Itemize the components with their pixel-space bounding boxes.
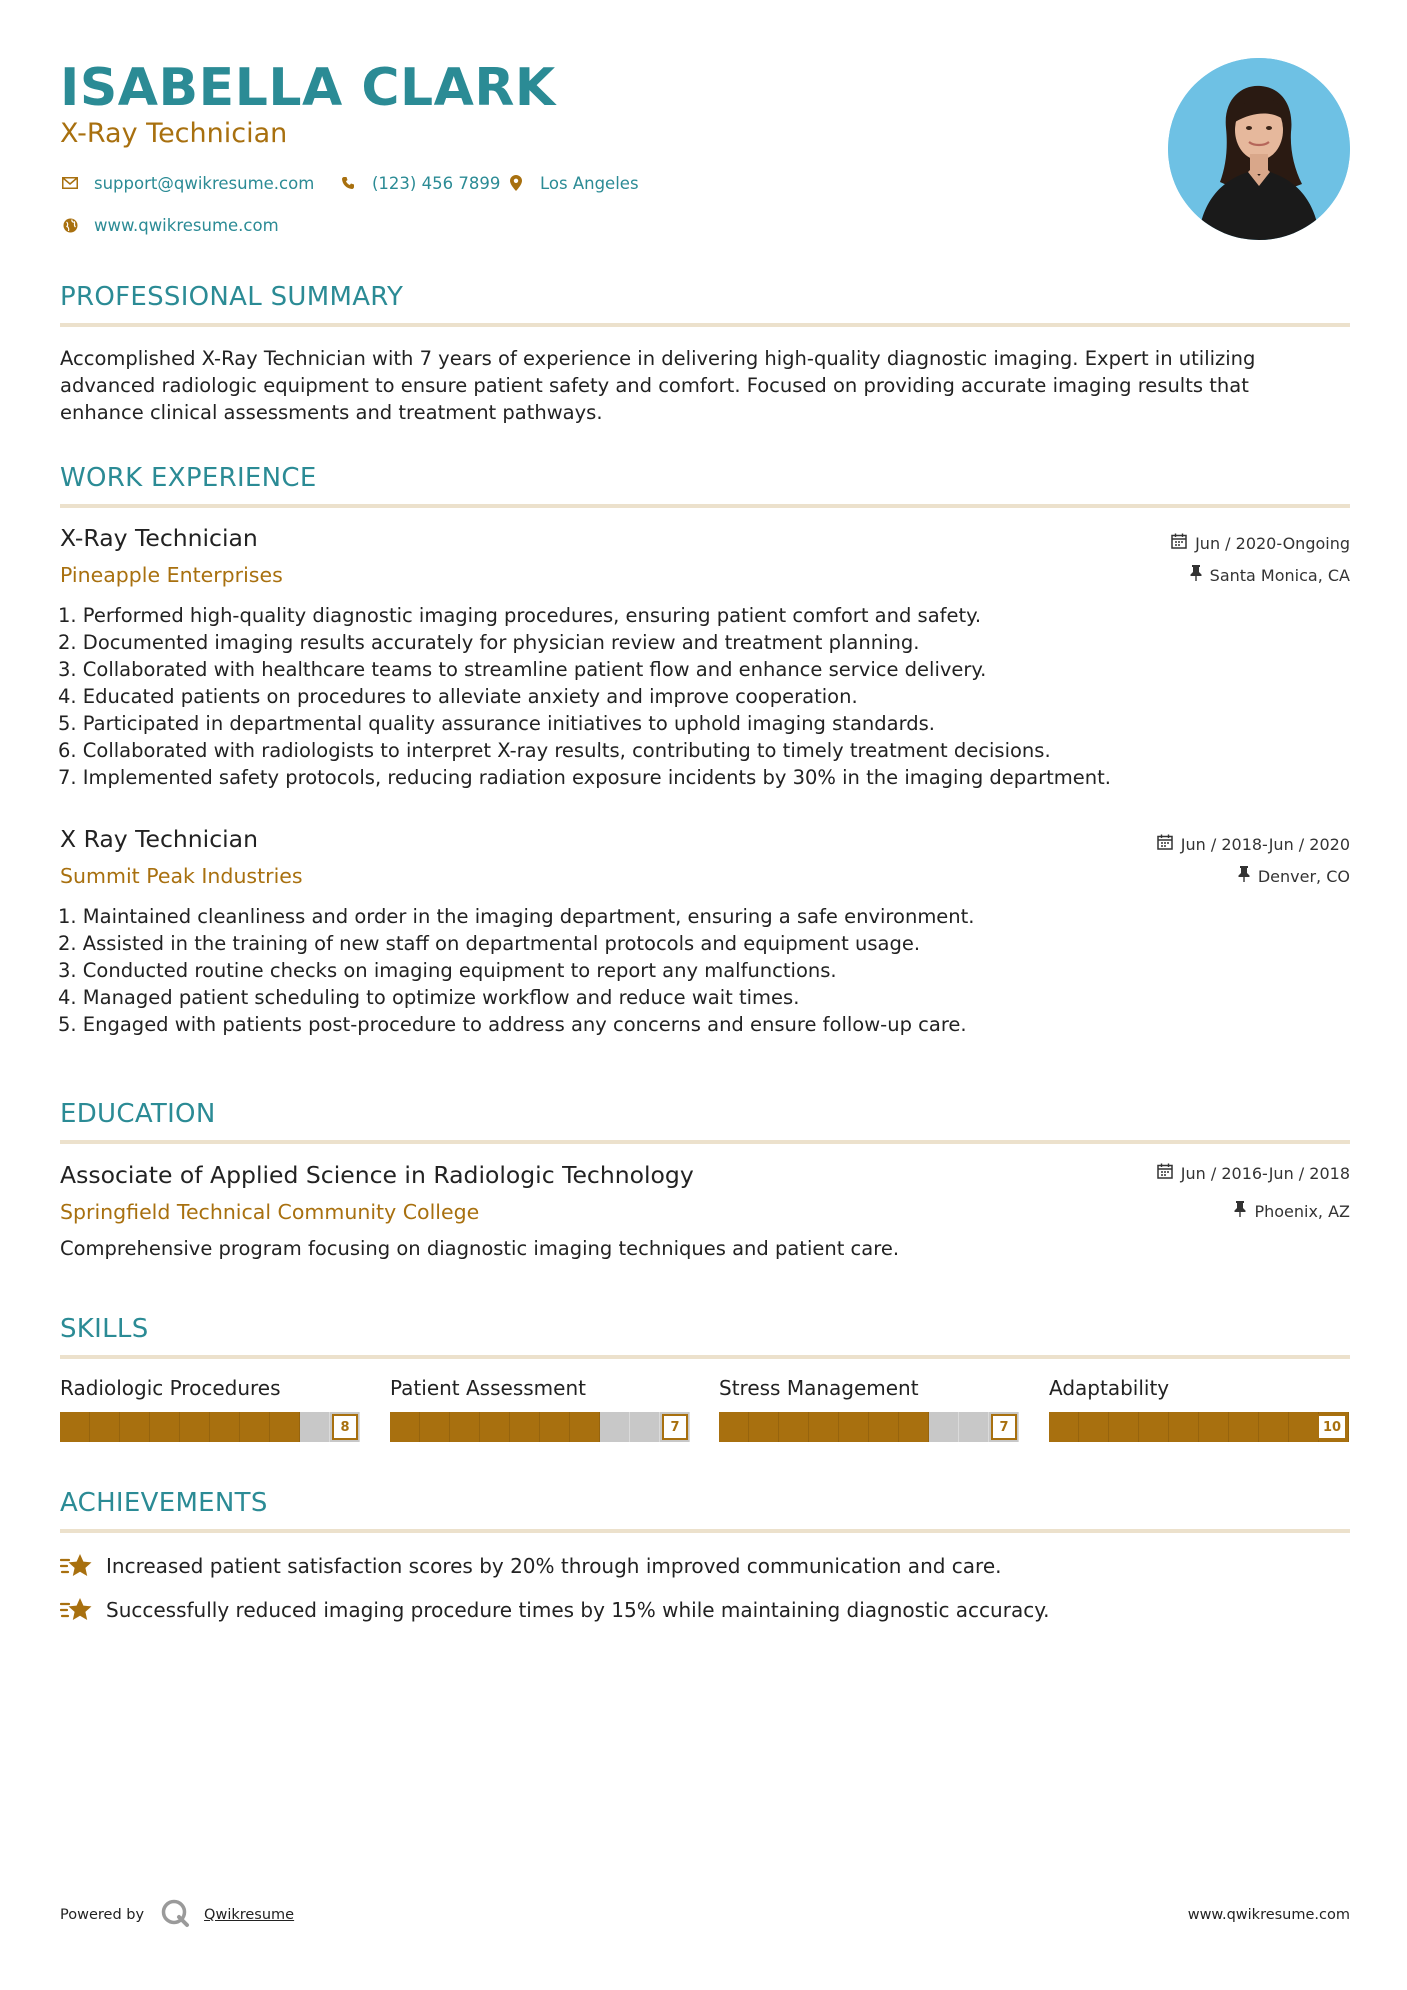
skill-level-segment (1169, 1412, 1199, 1442)
profile-photo (1168, 58, 1350, 240)
section-title-skills: SKILLS (60, 1314, 149, 1344)
contact-email[interactable] (60, 173, 314, 193)
skill-item (390, 1376, 690, 1442)
summary-line: enhance clinical assessments and treatment pathways. (60, 401, 603, 424)
contact-phone[interactable] (338, 173, 500, 193)
skill-level-bar (390, 1412, 690, 1442)
skill-level-segment (600, 1412, 630, 1442)
skill-item (1049, 1376, 1349, 1442)
list-item: 4. Educated patients on procedures to alleviate anxiety and improve cooperation. (58, 685, 858, 708)
skill-level-segment (210, 1412, 240, 1442)
list-item: 2. Documented imaging results accurately for physician review and treatment planning. (58, 631, 920, 654)
job-dates-text: Jun / 2020-Ongoing (1195, 533, 1350, 553)
skill-level-segment (90, 1412, 120, 1442)
skill-level-segment (719, 1412, 749, 1442)
star-icon (60, 1595, 94, 1625)
section-title-achievements: ACHIEVEMENTS (60, 1488, 268, 1518)
star-icon (60, 1551, 94, 1581)
map-pin-icon (506, 173, 526, 193)
section-title-summary: PROFESSIONAL SUMMARY (60, 282, 404, 312)
skill-name: Adaptability (1049, 1376, 1170, 1400)
skill-name: Patient Assessment (390, 1376, 586, 1400)
skill-level-badge: 7 (662, 1414, 688, 1440)
skill-level-segment (929, 1412, 959, 1442)
summary-text (60, 345, 1355, 426)
skill-level-bar (719, 1412, 1019, 1442)
list-item: 5. Participated in departmental quality assurance initiatives to uphold imaging standards. (58, 712, 935, 735)
skill-level-segment (120, 1412, 150, 1442)
candidate-title: X-Ray Technician (60, 118, 288, 149)
skill-level-segment (240, 1412, 270, 1442)
achievement-text: Successfully reduced imaging procedure times by 15% while maintaining diagnostic accuracy. (106, 1598, 1050, 1622)
skill-level-segment (1109, 1412, 1139, 1442)
skill-item (60, 1376, 360, 1442)
skill-level-segment (779, 1412, 809, 1442)
job-company: Summit Peak Industries (60, 864, 303, 888)
education-location-text: Phoenix, AZ (1254, 1201, 1350, 1221)
footer-powered-by (60, 1898, 294, 1932)
skill-level-segment (1199, 1412, 1229, 1442)
skill-level-segment (899, 1412, 929, 1442)
job-bullets (58, 903, 1358, 1038)
skill-level-segment (150, 1412, 180, 1442)
skill-level-segment (1259, 1412, 1289, 1442)
skill-level-segment (540, 1412, 570, 1442)
skill-level-segment (630, 1412, 660, 1442)
list-item: 3. Collaborated with healthcare teams to streamline patient flow and enhance service delivery. (58, 658, 987, 681)
education-description: Comprehensive program focusing on diagnostic imaging techniques and patient care. (60, 1237, 900, 1260)
list-item: 4. Managed patient scheduling to optimize workflow and reduce wait times. (58, 986, 800, 1009)
skill-level-segment (480, 1412, 510, 1442)
envelope-icon (60, 173, 80, 193)
skill-name: Radiologic Procedures (60, 1376, 281, 1400)
calendar-icon (1157, 1163, 1173, 1183)
skill-level-segment (510, 1412, 540, 1442)
powered-by-label: Powered by (60, 1907, 145, 1923)
skill-level-segment (300, 1412, 330, 1442)
education-school: Springfield Technical Community College (60, 1200, 480, 1224)
section-divider (60, 323, 1350, 327)
skill-level-segment (809, 1412, 839, 1442)
education-dates-text: Jun / 2016-Jun / 2018 (1180, 1163, 1350, 1183)
job-location (1238, 866, 1350, 886)
job-location-text: Denver, CO (1257, 866, 1350, 886)
list-item: 6. Collaborated with radiologists to interpret X-ray results, contributing to timely treatment decisions. (58, 739, 1051, 762)
list-item: 1. Performed high-quality diagnostic imaging procedures, ensuring patient comfort and safety. (58, 604, 982, 627)
education-degree: Associate of Applied Science in Radiologic Technology (60, 1161, 694, 1189)
job-role: X Ray Technician (60, 825, 258, 853)
skill-level-segment (959, 1412, 989, 1442)
skill-level-segment (180, 1412, 210, 1442)
job-dates (1171, 533, 1350, 553)
phone-text: (123) 456 7899 (372, 173, 501, 193)
skill-level-segment (270, 1412, 300, 1442)
list-item: 3. Conducted routine checks on imaging equipment to report any malfunctions. (58, 959, 837, 982)
section-divider (60, 1355, 1350, 1359)
contact-location (506, 173, 639, 193)
skill-level-badge: 8 (332, 1414, 358, 1440)
section-divider (60, 1529, 1350, 1533)
education-location (1234, 1201, 1350, 1221)
skill-level-segment (1049, 1412, 1079, 1442)
job-company: Pineapple Enterprises (60, 563, 283, 587)
section-divider (60, 504, 1350, 508)
skill-level-bar (1049, 1412, 1349, 1442)
website-text: www.qwikresume.com (94, 215, 279, 235)
job-location (1190, 565, 1350, 585)
skill-level-segment (1289, 1412, 1319, 1442)
skill-level-segment (570, 1412, 600, 1442)
job-bullets (58, 602, 1358, 791)
section-divider (60, 1140, 1350, 1144)
section-title-education: EDUCATION (60, 1099, 216, 1129)
pushpin-icon (1238, 866, 1250, 886)
skill-level-segment (390, 1412, 420, 1442)
education-dates (1157, 1163, 1350, 1183)
skill-item (719, 1376, 1019, 1442)
skill-level-segment (869, 1412, 899, 1442)
skill-level-segment (60, 1412, 90, 1442)
skill-level-segment (749, 1412, 779, 1442)
job-dates (1157, 834, 1350, 854)
summary-line: Accomplished X-Ray Technician with 7 years of experience in delivering high-quality diagnostic imaging. Expert in utilizing (60, 347, 1256, 370)
contact-website[interactable] (60, 215, 279, 235)
section-title-experience: WORK EXPERIENCE (60, 463, 317, 493)
calendar-icon (1171, 533, 1187, 553)
footer-website[interactable]: www.qwikresume.com (1187, 1907, 1350, 1923)
achievement-item (60, 1551, 1002, 1581)
skill-level-segment (839, 1412, 869, 1442)
skill-level-segment (420, 1412, 450, 1442)
pushpin-icon (1190, 565, 1202, 585)
skill-level-segment (450, 1412, 480, 1442)
list-item: 1. Maintained cleanliness and order in the imaging department, ensuring a safe environment. (58, 905, 975, 928)
email-text: support@qwikresume.com (94, 173, 315, 193)
list-item: 2. Assisted in the training of new staff on departmental protocols and equipment usage. (58, 932, 921, 955)
achievement-text: Increased patient satisfaction scores by 20% through improved communication and care. (106, 1554, 1002, 1578)
achievement-item (60, 1595, 1050, 1625)
job-role: X-Ray Technician (60, 524, 258, 552)
job-dates-text: Jun / 2018-Jun / 2020 (1180, 834, 1350, 854)
globe-icon (60, 215, 80, 235)
skill-level-bar (60, 1412, 360, 1442)
skill-level-segment (1079, 1412, 1109, 1442)
location-text: Los Angeles (540, 173, 639, 193)
pushpin-icon (1234, 1201, 1246, 1221)
skill-level-badge: 10 (1317, 1414, 1347, 1440)
list-item: 5. Engaged with patients post-procedure to address any concerns and ensure follow-up care. (58, 1013, 967, 1036)
phone-icon (338, 173, 358, 193)
skill-level-badge: 7 (991, 1414, 1017, 1440)
summary-line: advanced radiologic equipment to ensure patient safety and comfort. Focused on providing accurate imaging results that (60, 374, 1249, 397)
list-item: 7. Implemented safety protocols, reducing radiation exposure incidents by 30% in the imaging department. (58, 766, 1111, 789)
qwikresume-logo-icon (160, 1898, 190, 1932)
footer-brand-link[interactable]: Qwikresume (204, 1907, 295, 1923)
skill-level-segment (1229, 1412, 1259, 1442)
job-location-text: Santa Monica, CA (1209, 565, 1350, 585)
skill-name: Stress Management (719, 1376, 919, 1400)
skill-level-segment (1139, 1412, 1169, 1442)
calendar-icon (1157, 834, 1173, 854)
candidate-name: ISABELLA CLARK (60, 58, 556, 118)
